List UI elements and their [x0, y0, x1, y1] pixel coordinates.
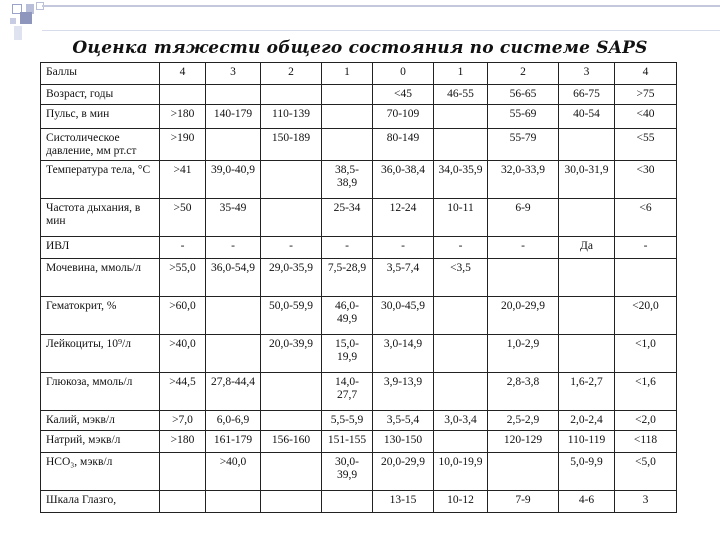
table-cell [615, 259, 677, 297]
row-label: Возраст, годы [41, 85, 160, 105]
table-cell [559, 297, 615, 335]
table-cell [261, 411, 322, 431]
table-cell: 156-160 [261, 431, 322, 453]
row-label: HCO₃, мэкв/л [41, 453, 160, 491]
table-row [41, 237, 677, 259]
table-cell [261, 85, 322, 105]
table-row [41, 129, 677, 161]
table-cell: 3,0-3,4 [434, 411, 488, 431]
table-cell: 6-9 [488, 199, 559, 237]
table-cell: 3,0-14,9 [373, 335, 434, 373]
table-cell: - [488, 237, 559, 259]
row-label: Мочевина, ммоль/л [41, 259, 160, 297]
table-cell: 38,5-38,9 [322, 161, 373, 199]
table-cell: 5,0-9,9 [559, 453, 615, 491]
table-cell: 15,0-19,9 [322, 335, 373, 373]
table-cell: <6 [615, 199, 677, 237]
table-cell: 3,9-13,9 [373, 373, 434, 411]
table-cell: >60,0 [160, 297, 206, 335]
table-cell [261, 199, 322, 237]
table-cell: >75 [615, 85, 677, 105]
table-cell: - [615, 237, 677, 259]
table-cell [261, 491, 322, 513]
table-cell: <45 [373, 85, 434, 105]
table-cell: 3,5-7,4 [373, 259, 434, 297]
table-cell: 46-55 [434, 85, 488, 105]
table-cell: 10-12 [434, 491, 488, 513]
table-cell: 3 [615, 491, 677, 513]
table-cell: >40,0 [206, 453, 261, 491]
table-cell [206, 491, 261, 513]
table-cell: 12-24 [373, 199, 434, 237]
table-row [41, 259, 677, 297]
table-cell: 36,0-38,4 [373, 161, 434, 199]
table-cell: 39,0-40,9 [206, 161, 261, 199]
table-cell: 1,6-2,7 [559, 373, 615, 411]
table-row [41, 453, 677, 491]
decor-rule [42, 5, 720, 7]
row-label: ИВЛ [41, 237, 160, 259]
table-cell [160, 491, 206, 513]
table-cell: 20,0-29,9 [373, 453, 434, 491]
header-score: 3 [559, 63, 615, 85]
table-cell [206, 85, 261, 105]
table-cell [261, 161, 322, 199]
table-cell: - [160, 237, 206, 259]
table-cell: 6,0-6,9 [206, 411, 261, 431]
table-cell: 20,0-29,9 [488, 297, 559, 335]
table-cell [160, 453, 206, 491]
decor-rule [42, 30, 720, 31]
table-cell [322, 129, 373, 161]
table-cell: 5,5-5,9 [322, 411, 373, 431]
table-cell: - [206, 237, 261, 259]
table-cell [322, 105, 373, 129]
table-cell: <1,0 [615, 335, 677, 373]
table-cell [322, 85, 373, 105]
header-row [41, 63, 677, 85]
table-cell: 150-189 [261, 129, 322, 161]
table-cell: 36,0-54,9 [206, 259, 261, 297]
table-cell: <40 [615, 105, 677, 129]
table-cell: - [434, 237, 488, 259]
table-cell: - [261, 237, 322, 259]
table-row [41, 411, 677, 431]
table-cell: <20,0 [615, 297, 677, 335]
table-cell: >40,0 [160, 335, 206, 373]
row-label: Частота дыхания, в мин [41, 199, 160, 237]
row-label: Глюкоза, ммоль/л [41, 373, 160, 411]
table-row [41, 431, 677, 453]
table-cell: - [322, 237, 373, 259]
table-cell: 161-179 [206, 431, 261, 453]
table-cell: >41 [160, 161, 206, 199]
table-row [41, 105, 677, 129]
table-cell: 120-129 [488, 431, 559, 453]
row-label: Лейкоциты, 10⁹/л [41, 335, 160, 373]
table-cell: >180 [160, 105, 206, 129]
table-cell: 7,5-28,9 [322, 259, 373, 297]
table-cell: 4-6 [559, 491, 615, 513]
header-score: 1 [434, 63, 488, 85]
table-cell [559, 199, 615, 237]
row-label: Пульс, в мин [41, 105, 160, 129]
row-label: Калий, мэкв/л [41, 411, 160, 431]
table-cell: >55,0 [160, 259, 206, 297]
table-cell: 1,0-2,9 [488, 335, 559, 373]
table-row [41, 373, 677, 411]
table-row [41, 297, 677, 335]
header-score: 1 [322, 63, 373, 85]
table-cell: <5,0 [615, 453, 677, 491]
table-cell [206, 297, 261, 335]
table-cell [434, 105, 488, 129]
table-cell: 66-75 [559, 85, 615, 105]
table-cell: <55 [615, 129, 677, 161]
header-score: 3 [206, 63, 261, 85]
saps-table [40, 62, 677, 513]
table-cell: >180 [160, 431, 206, 453]
table-cell: 140-179 [206, 105, 261, 129]
table-cell: <30 [615, 161, 677, 199]
table-cell [559, 129, 615, 161]
row-label: Шкала Глазго, [41, 491, 160, 513]
table-cell: 110-119 [559, 431, 615, 453]
table-cell: 151-155 [322, 431, 373, 453]
table-row [41, 85, 677, 105]
table-cell [434, 431, 488, 453]
table-cell: 3,5-5,4 [373, 411, 434, 431]
table-cell [434, 373, 488, 411]
table-cell: 7-9 [488, 491, 559, 513]
table-cell: 29,0-35,9 [261, 259, 322, 297]
table-cell: 30,0-31,9 [559, 161, 615, 199]
table-cell: 110-139 [261, 105, 322, 129]
table-cell: - [373, 237, 434, 259]
header-score: 0 [373, 63, 434, 85]
table-cell: 70-109 [373, 105, 434, 129]
table-cell: 80-149 [373, 129, 434, 161]
table-cell [488, 453, 559, 491]
slide-title: Оценка тяжести общего состояния по системе SAPS [72, 38, 648, 58]
table-row [41, 161, 677, 199]
table-cell [322, 491, 373, 513]
table-cell: 30,0-39,9 [322, 453, 373, 491]
table-row [41, 491, 677, 513]
table-cell: 56-65 [488, 85, 559, 105]
row-label: Температура тела, °С [41, 161, 160, 199]
header-score: 4 [160, 63, 206, 85]
table-cell [434, 129, 488, 161]
table-cell [206, 335, 261, 373]
table-cell: 55-69 [488, 105, 559, 129]
table-cell: 55-79 [488, 129, 559, 161]
table-cell [434, 297, 488, 335]
table-cell: 35-49 [206, 199, 261, 237]
header-score: 4 [615, 63, 677, 85]
table-cell: >190 [160, 129, 206, 161]
table-row [41, 199, 677, 237]
table-cell: 30,0-45,9 [373, 297, 434, 335]
table-cell [261, 453, 322, 491]
table-cell: 10,0-19,9 [434, 453, 488, 491]
row-label: Натрий, мэкв/л [41, 431, 160, 453]
table-cell: 50,0-59,9 [261, 297, 322, 335]
decor-square [10, 18, 16, 24]
table-cell [434, 335, 488, 373]
table-cell: 20,0-39,9 [261, 335, 322, 373]
table-cell [559, 335, 615, 373]
table-cell [261, 373, 322, 411]
header-label: Баллы [41, 63, 160, 85]
table-cell: 46,0-49,9 [322, 297, 373, 335]
header-score: 2 [261, 63, 322, 85]
table-cell: <2,0 [615, 411, 677, 431]
table-cell: <3,5 [434, 259, 488, 297]
row-label: Гематокрит, % [41, 297, 160, 335]
table-cell [160, 85, 206, 105]
table-cell: 2,8-3,8 [488, 373, 559, 411]
table-cell: 34,0-35,9 [434, 161, 488, 199]
header-score: 2 [488, 63, 559, 85]
table-cell: Да [559, 237, 615, 259]
table-cell: 25-34 [322, 199, 373, 237]
table-cell: <1,6 [615, 373, 677, 411]
table-cell: 130-150 [373, 431, 434, 453]
table-cell: >7,0 [160, 411, 206, 431]
table-cell: >50 [160, 199, 206, 237]
table-cell [488, 259, 559, 297]
table-cell: 10-11 [434, 199, 488, 237]
decor-square [20, 12, 32, 24]
table-cell: 40-54 [559, 105, 615, 129]
table-cell: 27,8-44,4 [206, 373, 261, 411]
table-cell: 2,5-2,9 [488, 411, 559, 431]
table-cell: <118 [615, 431, 677, 453]
table-cell: 32,0-33,9 [488, 161, 559, 199]
table-cell [559, 259, 615, 297]
table-row [41, 335, 677, 373]
row-label: Систолическое давление, мм рт.ст [41, 129, 160, 161]
table-cell [206, 129, 261, 161]
saps-table-body [41, 63, 677, 513]
table-cell: 14,0-27,7 [322, 373, 373, 411]
table-cell: 13-15 [373, 491, 434, 513]
table-cell: 2,0-2,4 [559, 411, 615, 431]
table-cell: >44,5 [160, 373, 206, 411]
